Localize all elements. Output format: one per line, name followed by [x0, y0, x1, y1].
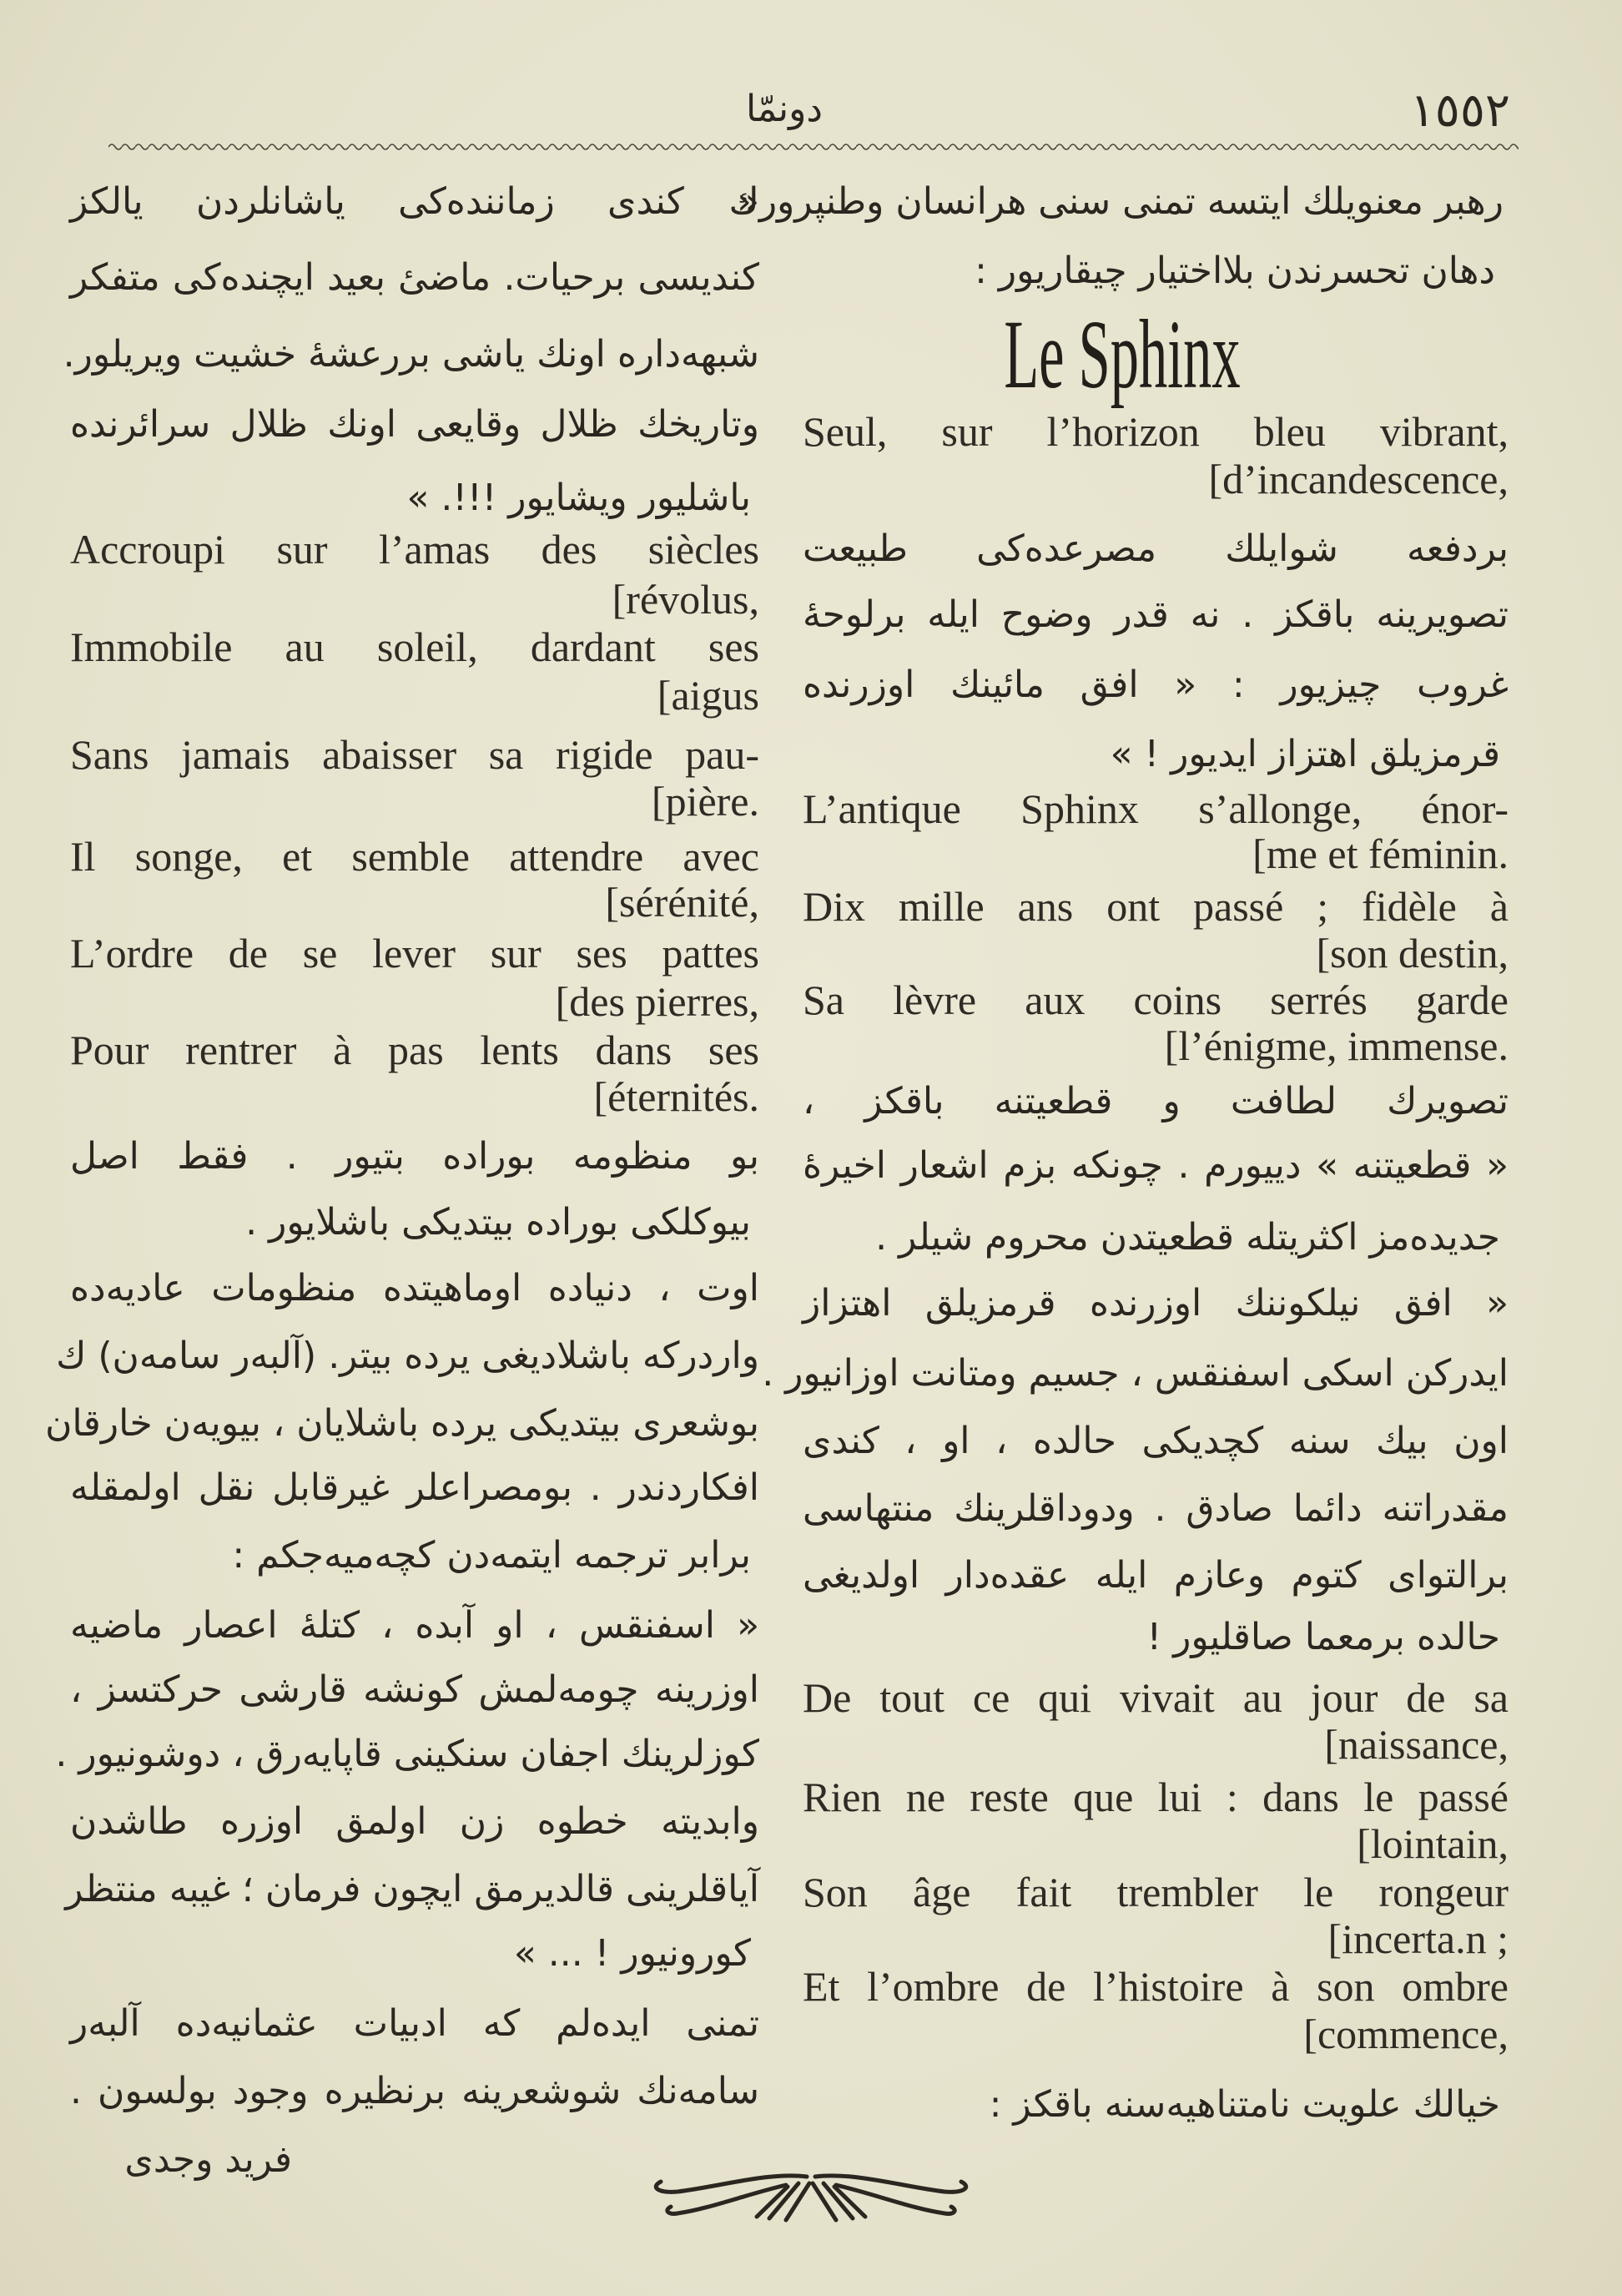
ottoman-text-line: واردركه باشلاديغى يرده بيتر. (آلبه‌ر سامه‌ن) ك [56, 1335, 759, 1378]
french-verse-line: L’antique Sphinx s’allonge, énor- [803, 785, 1509, 832]
verse-continuation: [lointain, [1357, 1820, 1509, 1868]
ottoman-text-line: آياقلرينى قالديرمق ايچون فرمان ؛ غيبه منتظر [65, 1867, 759, 1910]
ottoman-text-line: اون بيك سنه كچديكى حالده ، او ، كندى [803, 1419, 1509, 1462]
poem-title: Le Sphinx [1004, 300, 1241, 409]
ottoman-text-line: شبهه‌داره اونك ياشى بررعشهٔ خشيت ويريلور. [63, 332, 759, 376]
french-verse-line: Sa lèvre aux coins serrés garde [803, 976, 1509, 1024]
ottoman-text-line: اوزرينه چومه‌لمش كونشه قارشى حركتسز ، [70, 1668, 759, 1712]
ottoman-text-line: تمنى ايده‌لم كه ادبيات عثمانيه‌ده آلبه‌ر [70, 2002, 759, 2046]
ottoman-text-line: اوت ، دنياده اوماهيتده منظومات عاديه‌ده [70, 1267, 759, 1310]
author-signature: فريد وجدى [124, 2138, 292, 2181]
ottoman-text-line: قرمزيلق اهتزاز ايديور ! » [1110, 732, 1500, 775]
verse-continuation: [d’incandescence, [1208, 455, 1509, 502]
ottoman-text-line: ايدركن اسكى اسفنقس ، جسيم ومتانت اوزانيور . [762, 1352, 1509, 1395]
verse-continuation: [naissance, [1324, 1720, 1509, 1768]
ottoman-text-line: افكاردندر . بومصراعلر غيرقابل نقل اولمقله [70, 1466, 759, 1510]
ottoman-text-line: برابر ترجمه ايتمه‌دن كچه‌ميه‌جكم : [232, 1533, 751, 1577]
running-title: دونمّا [746, 88, 823, 130]
french-verse-line: Accroupi sur l’amas des siècles [70, 525, 759, 573]
french-verse-line: Il songe, et semble attendre avec [70, 833, 759, 881]
french-verse-line: L’ordre de se lever sur ses pattes [70, 930, 759, 977]
page-number: ١٥٥٢ [1409, 83, 1510, 138]
verse-continuation: [incerta.n ; [1327, 1915, 1509, 1963]
closing-ornament [644, 2162, 978, 2228]
ottoman-text-line: مقدراتنه دائما صادق . ودوداقلرينك منتهاسى [803, 1486, 1509, 1530]
ottoman-text-line: وابديته خطوه زن اولمق اوزره طاشدن [70, 1800, 759, 1844]
ottoman-text-line: تصويرينه باقكز . نه قدر وضوح ايله برلوحهٔ [803, 593, 1509, 637]
french-verse-line: Son âge fait trembler le rongeur [803, 1869, 1509, 1916]
french-verse-line: Pour rentrer à pas lents dans ses [70, 1027, 759, 1074]
ottoman-text-line: سامه‌نك شوشعرينه برنظيره وجود بولسون . [70, 2070, 759, 2113]
french-verse-line: Sans jamais abaisser sa rigide pau- [70, 730, 759, 778]
verse-continuation: [aigus [657, 672, 759, 719]
verse-continuation: [éternités. [593, 1073, 759, 1121]
verse-continuation: [sérénité, [605, 878, 759, 926]
verse-continuation: [révolus, [612, 575, 759, 623]
ottoman-text-line: بردفعه شوايلك مصرعده‌كى طبيعت [803, 527, 1509, 571]
verse-continuation: [pière. [651, 777, 759, 825]
ottoman-text-line: كوزلرينك اجفان سنكينى قاپايه‌رق ، دوشونيور . [55, 1733, 759, 1776]
french-verse-line: Seul, sur l’horizon bleu vibrant, [803, 408, 1509, 456]
ottoman-text-line: حالده برمعما صاقليور ! [1146, 1616, 1500, 1659]
ottoman-text-line: رهبر معنويلك ايتسه تمنى سنى هرانسان وطنپرورك [728, 180, 1504, 224]
ottoman-text-line: كورونيور ! ... » [513, 1932, 751, 1976]
ottoman-text-line: خيالك علويت نامتناهيه‌سنه باقكز : [989, 2082, 1500, 2126]
verse-continuation: [me et féminin. [1252, 830, 1509, 877]
ottoman-text-line: غروب چيزيور : « افق مائينك اوزرنده [803, 664, 1509, 707]
french-verse-line: Immobile au soleil, dardant ses [70, 623, 759, 671]
ottoman-text-line: باشليور ويشايور !!!. » [406, 476, 751, 519]
french-verse-line: De tout ce qui vivait au jour de sa [803, 1673, 1509, 1721]
french-verse-line: Et l’ombre de l’histoire à son ombre [803, 1962, 1509, 2010]
ottoman-text-line: « كندى زماننده‌كى ياشانلردن يالكز [70, 180, 759, 224]
ottoman-text-line: دهان تحسرندن بلااختيار چيقاريور : [975, 249, 1495, 292]
verse-continuation: [son destin, [1316, 930, 1509, 977]
wavy-header-rule [108, 139, 1519, 155]
ottoman-text-line: « اسفنقس ، او آبده ، كتلهٔ اعصار ماضيه [70, 1604, 759, 1648]
french-verse-line: Dix mille ans ont passé ; fidèle à [803, 883, 1509, 931]
ottoman-text-line: « افق نيلكوننك اوزرنده قرمزيلق اهتزاز [803, 1281, 1509, 1325]
french-verse-line: Rien ne reste que lui : dans le passé [803, 1774, 1509, 1821]
ottoman-text-line: بيوكلكى بوراده بيتديكى باشلايور . [245, 1201, 751, 1244]
verse-continuation: [commence, [1303, 2011, 1509, 2058]
ottoman-text-line: بو منظومه بوراده بتيور . فقط اصل [70, 1135, 759, 1178]
ottoman-text-line: بوشعرى بيتديكى يرده باشلايان ، بيويه‌ن خارقان [45, 1401, 759, 1445]
ottoman-text-line: برالتواى كتوم وعازم ايله عقده‌دار اولديغى [803, 1554, 1509, 1597]
ottoman-text-line: كنديسى برحيات. ماضىٔ بعيد ايچنده‌كى متفكر [70, 256, 759, 300]
ottoman-text-line: وتاريخك ظلال وقايعى اونك ظلال سرائرنده [70, 402, 759, 446]
ottoman-text-line: تصويرك لطافت و قطعيتنه باقكز ، [803, 1079, 1509, 1123]
verse-continuation: [l’énigme, immense. [1164, 1022, 1509, 1069]
ottoman-text-line: « قطعيتنه » دييورم . چونكه بزم اشعار اخيرهٔ [803, 1143, 1509, 1187]
verse-continuation: [des pierres, [555, 978, 759, 1026]
ottoman-text-line: جديده‌مز اكثريتله قطعيتدن محروم شيلر . [875, 1215, 1500, 1259]
